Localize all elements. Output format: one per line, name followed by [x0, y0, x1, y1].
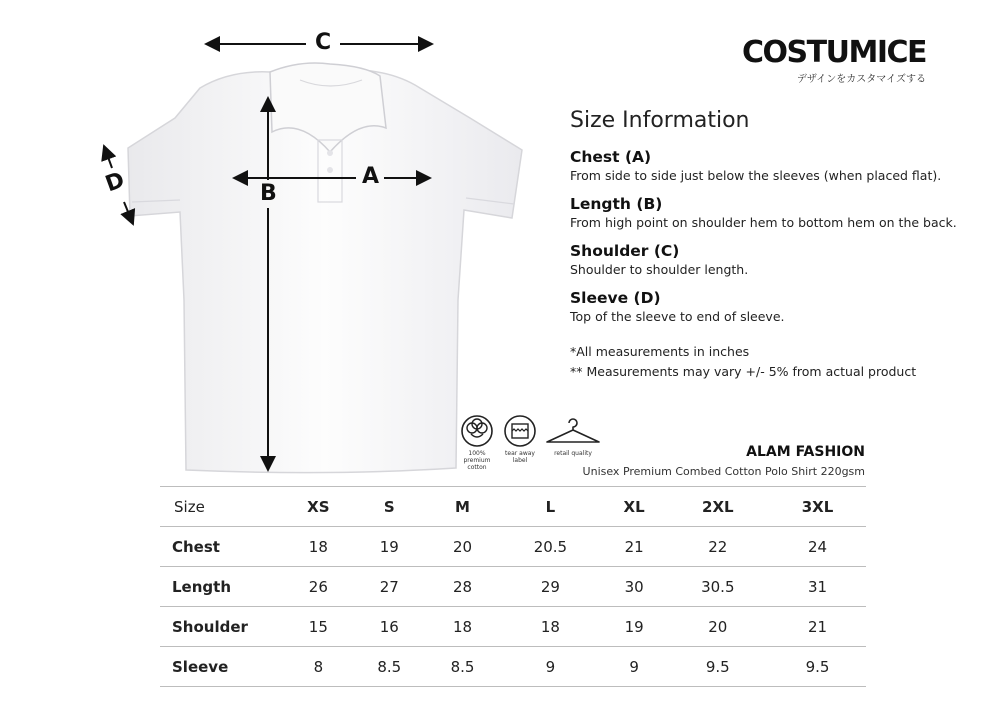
table-cell: 20: [426, 527, 499, 567]
feature-tear-away-label: tear away label: [501, 414, 539, 464]
table-cell: 9: [499, 647, 602, 687]
brand-tagline: デザインをカスタマイズする: [797, 74, 926, 85]
table-cell: 8.5: [353, 647, 426, 687]
note-inches: *All measurements in inches: [570, 344, 750, 359]
table-cell: 20.5: [499, 527, 602, 567]
size-info-item: [570, 148, 970, 185]
table-cell: 31: [769, 567, 866, 607]
table-cell: 9.5: [769, 647, 866, 687]
table-cell: 8.5: [426, 647, 499, 687]
dim-label-a: A: [362, 164, 380, 189]
table-row-shoulder: [160, 607, 866, 647]
size-info-desc: Top of the sleeve to end of sleeve.: [570, 309, 785, 324]
arrow-d-up: [104, 146, 112, 168]
tag-icon: [503, 414, 537, 448]
table-cell: 26: [284, 567, 353, 607]
table-cell: 27: [353, 567, 426, 607]
table-cell: 24: [769, 527, 866, 567]
size-info-desc: Shoulder to shoulder length.: [570, 262, 749, 277]
dim-label-b: B: [260, 181, 277, 206]
table-cell: 9: [602, 647, 667, 687]
note-variance: ** Measurements may vary +/- 5% from actual product: [570, 364, 917, 379]
row-label: Sleeve: [160, 647, 284, 687]
table-cell: 22: [667, 527, 770, 567]
size-header-row: [160, 487, 866, 527]
size-col-m: M: [426, 487, 499, 527]
table-row-length: [160, 567, 866, 607]
table-cell: 21: [602, 527, 667, 567]
table-cell: 28: [426, 567, 499, 607]
table-cell: 19: [353, 527, 426, 567]
dim-label-c: C: [315, 30, 332, 55]
size-header-label: Size: [160, 487, 284, 527]
size-info-item: [570, 242, 970, 279]
feature-cotton: 100% premium cotton: [458, 414, 496, 471]
measurement-notes: [570, 342, 970, 382]
size-information-panel: [570, 108, 970, 382]
size-info-item: [570, 195, 970, 232]
size-info-term: Sleeve (D): [570, 289, 661, 307]
product-brand-title: ALAM FASHION: [746, 444, 865, 460]
size-col-xs: XS: [284, 487, 353, 527]
size-info-term: Chest (A): [570, 148, 652, 166]
table-cell: 21: [769, 607, 866, 647]
feature-retail-quality: retail quality: [542, 414, 604, 457]
size-info-desc: From side to side just below the sleeves (when placed flat).: [570, 168, 942, 183]
table-cell: 30.5: [667, 567, 770, 607]
size-info-term: Shoulder (C): [570, 242, 680, 260]
hanger-icon: [543, 414, 603, 448]
row-label: Length: [160, 567, 284, 607]
size-col-2xl: 2XL: [667, 487, 770, 527]
size-col-l: L: [499, 487, 602, 527]
table-cell: 20: [667, 607, 770, 647]
size-col-xl: XL: [602, 487, 667, 527]
size-info-term: Length (B): [570, 195, 663, 213]
table-cell: 16: [353, 607, 426, 647]
polo-shirt-diagram: [95, 25, 555, 480]
brand-logo: [742, 35, 926, 85]
table-cell: 15: [284, 607, 353, 647]
table-cell: 30: [602, 567, 667, 607]
table-row-chest: [160, 527, 866, 567]
table-cell: 8: [284, 647, 353, 687]
product-description: Unisex Premium Combed Cotton Polo Shirt 220gsm: [582, 465, 865, 478]
table-cell: 18: [426, 607, 499, 647]
size-col-3xl: 3XL: [769, 487, 866, 527]
row-label: Chest: [160, 527, 284, 567]
table-row-sleeve: [160, 647, 866, 687]
table-cell: 29: [499, 567, 602, 607]
size-chart-table: [160, 486, 866, 687]
size-info-heading: Size Information: [570, 108, 750, 133]
table-cell: 18: [284, 527, 353, 567]
dim-label-d: D: [102, 167, 128, 198]
brand-name: COSTUMICE: [742, 35, 926, 70]
table-cell: 9.5: [667, 647, 770, 687]
size-info-item: [570, 289, 970, 326]
size-info-desc: From high point on shoulder hem to bottom hem on the back.: [570, 215, 957, 230]
size-col-s: S: [353, 487, 426, 527]
table-cell: 18: [499, 607, 602, 647]
cotton-icon: [460, 414, 494, 448]
row-label: Shoulder: [160, 607, 284, 647]
table-cell: 19: [602, 607, 667, 647]
